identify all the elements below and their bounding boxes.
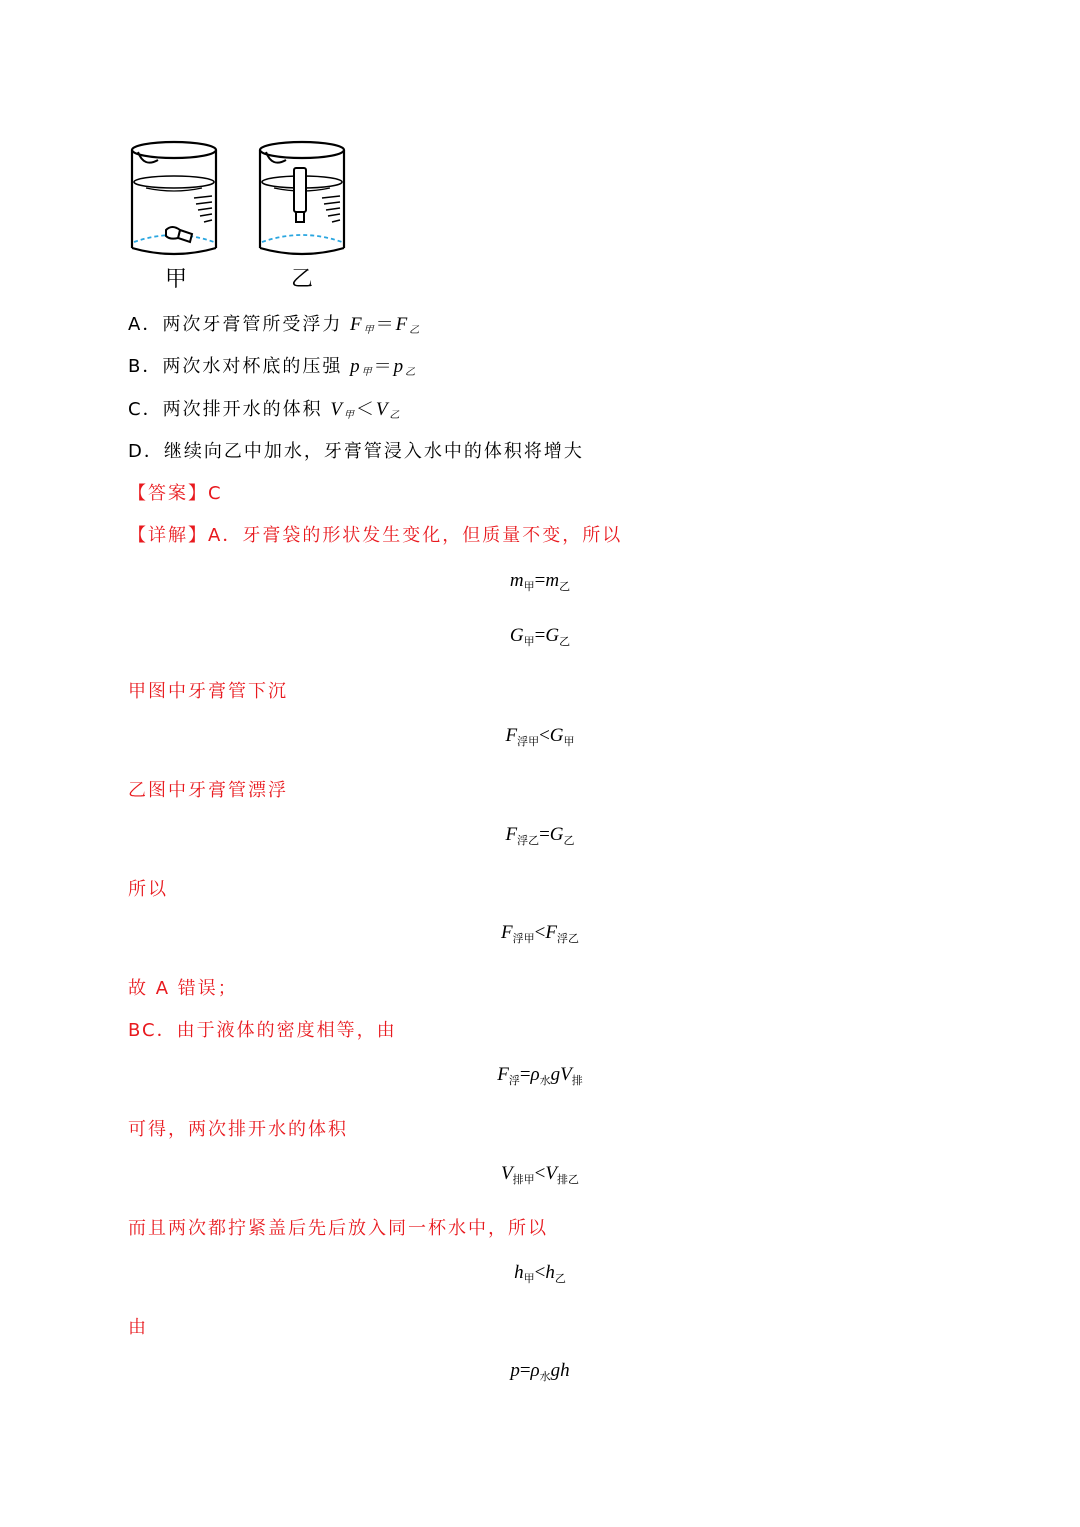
equation-mass: $m_甲=m_乙$ <box>509 570 571 593</box>
option-c: C．两次排开水的体积 $V_甲<V_乙$ <box>128 399 402 421</box>
equation-buoyancy-yi: $F_{浮乙}=G_乙$ <box>505 824 575 847</box>
water-line-right <box>262 235 342 242</box>
equation-volume-compare: $V_{排甲}<V_{排乙}$ <box>501 1163 579 1186</box>
equation-weight: $G_甲=G_乙$ <box>509 625 571 648</box>
equation-pressure: $p=\rho_水gh$ <box>510 1360 570 1383</box>
text-same-cup: 而且两次都拧紧盖后先后放入同一杯水中，所以 <box>128 1218 548 1239</box>
text-bc-intro: BC．由于液体的密度相等，由 <box>128 1020 397 1041</box>
toothpaste-tube-sunk <box>166 227 192 242</box>
explanation-intro: 【详解】A．牙膏袋的形状发生变化，但质量不变，所以 <box>128 525 623 546</box>
answer-label: 【答案】C <box>128 483 223 504</box>
toothpaste-tube-floating <box>294 168 306 222</box>
text-float: 乙图中牙膏管漂浮 <box>128 780 288 801</box>
option-a: A．两次牙膏管所受浮力 $F_甲=F_乙$ <box>128 314 422 336</box>
equation-buoyancy-jia: $F_{浮甲}<G_甲$ <box>505 725 575 748</box>
figure-label-yi: 乙 <box>291 267 314 292</box>
text-a-wrong: 故 A 错误； <box>128 978 238 999</box>
text-therefore: 所以 <box>128 879 168 900</box>
text-by: 由 <box>128 1317 148 1338</box>
option-b: B．两次水对杯底的压强 $p_甲=p_乙$ <box>128 356 418 378</box>
figure-label-jia: 甲 <box>165 267 188 292</box>
option-d: D．继续向乙中加水，牙膏管浸入水中的体积将增大 <box>128 441 584 462</box>
equation-height-compare: $h_甲<h_乙$ <box>514 1262 566 1285</box>
text-volume: 可得，两次排开水的体积 <box>128 1119 348 1140</box>
equation-buoyancy-compare: $F_{浮甲}<F_{浮乙}$ <box>501 922 579 945</box>
equation-archimedes: $F_浮=\rho_水gV_排$ <box>497 1064 583 1087</box>
text-sink: 甲图中牙膏管下沉 <box>128 681 288 702</box>
beakers-figure <box>128 138 358 290</box>
